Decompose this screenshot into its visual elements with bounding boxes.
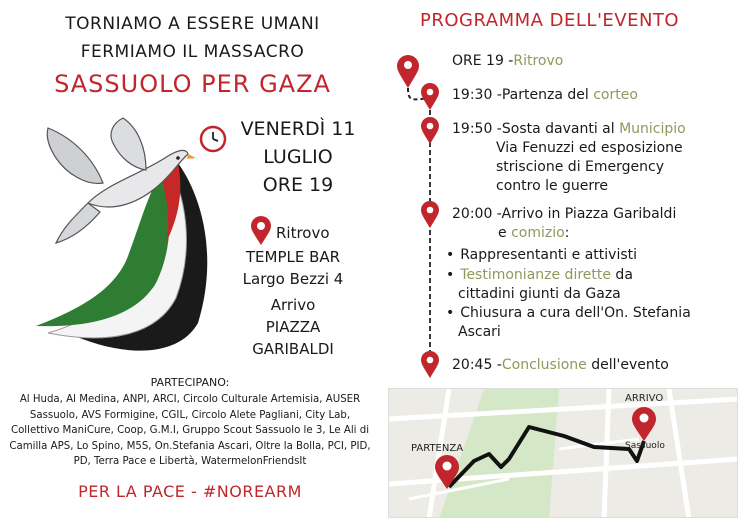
meet-address: Largo Bezzi 4 <box>242 270 344 288</box>
dove-wing <box>111 118 146 170</box>
timeline-pin-3-icon <box>421 117 439 144</box>
program-step-5: 20:45 -Conclusione dell'evento <box>452 357 669 373</box>
dove-eye <box>176 156 180 160</box>
route-map <box>388 388 738 518</box>
headline-line-1: TORNIAMO A ESSERE UMANI <box>65 14 320 34</box>
timeline-pin-4-icon <box>421 201 439 228</box>
end-label: ARRIVO <box>625 393 664 404</box>
timeline-pin-2-icon <box>421 83 439 110</box>
event-title: SASSUOLO PER GAZA <box>54 70 331 98</box>
participants-list: Al Huda, Al Medina, ANPI, ARCI, Circolo Culturale Artemisia, AUSER Sassuolo, AVS Formigine, CGIL, Circolo Alete Pagliani, City Lab, Collettivo ManiCure, Coop, G.M.I, Gruppo Scout Sassuolo le 3, Le Ali di Camilla APS, Lo Spino, M5S, On.Stefania Ascari, Oltre la Bolla, PCI, PID, PD, Terra Pace e Libertà, WatermelonFriendsIt <box>9 394 371 467</box>
clock-icon <box>198 124 228 154</box>
town-label: Sassuolo <box>625 441 665 451</box>
program-bullet-1: • Rappresentanti e attivisti <box>446 246 736 265</box>
arrival-place-line-2: GARIBALDI <box>252 340 334 358</box>
dove-beak <box>187 154 196 159</box>
motto: PER LA PACE - #NOREARM <box>78 482 302 501</box>
timeline-pin-5-icon <box>421 351 439 378</box>
dove-tail <box>56 203 100 243</box>
headline-line-2: FERMIAMO IL MASSACRO <box>80 42 305 62</box>
meet-place: TEMPLE BAR <box>245 248 341 266</box>
program-step-2: 19:30 -Partenza del corteo <box>452 87 638 103</box>
timeline-pin-1-icon <box>397 55 419 88</box>
meet-label: Ritrovo <box>276 224 330 242</box>
event-day: VENERDÌ 11 <box>240 118 356 140</box>
program-step-3: 19:50 -Sosta davanti al Municipio Via Fenuzzi ed esposizione striscione di Emergency contro le guerre <box>452 121 686 194</box>
program-title: PROGRAMMA DELL'EVENTO <box>420 10 680 31</box>
event-time: ORE 19 <box>262 174 334 196</box>
dove-wing-back <box>47 128 103 183</box>
arrival-place-line-1: PIAZZA <box>265 318 321 336</box>
location-pin-icon <box>250 216 272 246</box>
start-label: PARTENZA <box>411 443 464 454</box>
event-month: LUGLIO <box>263 146 333 168</box>
participants-title: PARTECIPANO: <box>150 376 230 389</box>
program-bullet-2: • Testimonianze dirette da cittadini giunti da Gaza <box>446 266 736 304</box>
program-step-1: ORE 19 -Ritrovo <box>452 53 564 69</box>
program-bullet-3: • Chiusura a cura dell'On. Stefania Ascari <box>446 304 736 342</box>
program-step-4: 20:00 -Arrivo in Piazza Garibaldi e comizio: <box>452 206 677 241</box>
arrival-label: Arrivo <box>270 296 316 314</box>
